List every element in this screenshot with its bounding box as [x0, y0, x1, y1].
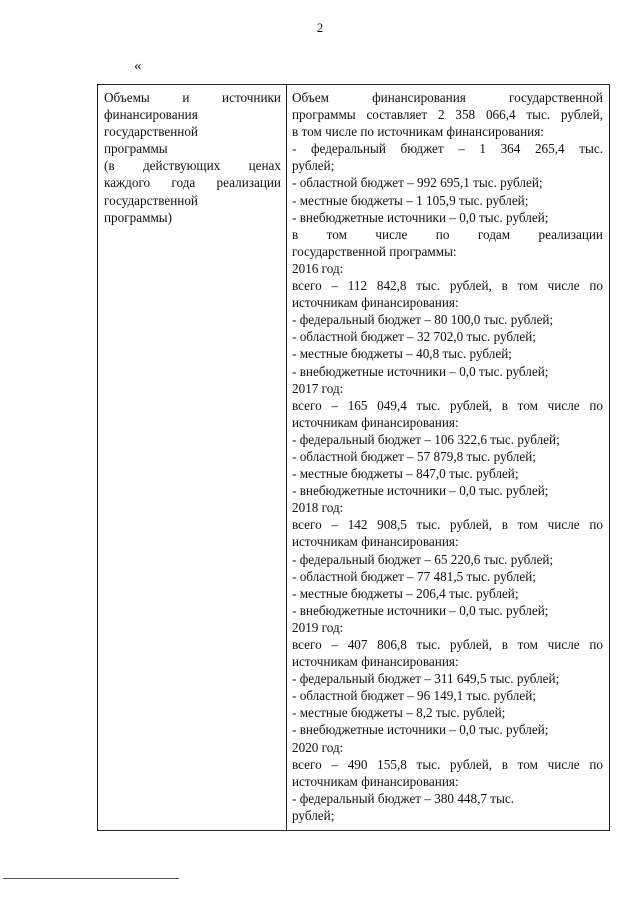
content-text-line: программы составляет 2 358 066,4 тыс. рублей,: [292, 107, 603, 123]
content-text-line: - местные бюджеты – 40,8 тыс. рублей;: [292, 346, 512, 362]
content-text-line: рублей;: [292, 807, 335, 823]
table-cell-label: [98, 85, 287, 830]
content-text-line: - внебюджетные источники – 0,0 тыс. рублей;: [292, 722, 549, 738]
label-text-line: Объемы и источники: [104, 90, 281, 105]
content-text-line: 2016 год:: [292, 260, 344, 276]
content-text-line: - местные бюджеты – 206,4 тыс. рублей;: [292, 585, 519, 601]
label-text-line: государственной: [104, 192, 198, 208]
content-text-line: - внебюджетные источники – 0,0 тыс. рублей;: [292, 363, 549, 379]
content-text-line: источникам финансирования:: [292, 534, 459, 550]
content-text-line: всего – 490 155,8 тыс. рублей, в том числе по: [292, 756, 603, 772]
label-text-line: государственной: [104, 124, 198, 140]
content-text-line: - внебюджетные источники – 0,0 тыс. рублей;: [292, 483, 549, 499]
content-text-line: - областной бюджет – 57 879,8 тыс. рублей;: [292, 448, 536, 464]
page-number: 2: [316, 20, 324, 35]
content-text-line: - местные бюджеты – 1 105,9 тыс. рублей;: [292, 192, 529, 208]
content-text-line: - областной бюджет – 96 149,1 тыс. рублей;: [292, 688, 536, 704]
content-text-line: 2019 год:: [292, 619, 344, 635]
content-text-line: источникам финансирования:: [292, 295, 459, 311]
content-text-line: 2018 год:: [292, 500, 344, 516]
content-text-line: - областной бюджет – 77 481,5 тыс. рублей;: [292, 568, 536, 584]
content-text-line: - федеральный бюджет – 1 364 265,4 тыс.: [292, 141, 603, 157]
content-text-line: 2017 год:: [292, 380, 344, 396]
footer-rule: [3, 878, 179, 879]
label-text-line: каждого года реализации: [104, 175, 281, 191]
content-text-line: - областной бюджет – 32 702,0 тыс. рублей;: [292, 329, 536, 345]
content-text-line: Объем финансирования государственной: [292, 90, 603, 105]
content-text-line: в том числе по источникам финансирования:: [292, 124, 544, 140]
label-text-line: программы: [104, 141, 168, 157]
content-text-line: - внебюджетные источники – 0,0 тыс. рублей;: [292, 602, 549, 618]
content-text-line: государственной программы:: [292, 243, 457, 259]
content-text-line: источникам финансирования:: [292, 414, 459, 430]
content-text-line: рублей;: [292, 158, 335, 174]
content-text-line: - федеральный бюджет – 80 100,0 тыс. рублей;: [292, 312, 554, 328]
content-text-line: - местные бюджеты – 847,0 тыс. рублей;: [292, 466, 519, 482]
table-cell-content: [287, 85, 609, 830]
label-text-line: (в действующих ценах: [104, 158, 281, 174]
content-text-line: в том числе по годам реализации: [292, 226, 603, 242]
content-text-line: - федеральный бюджет – 65 220,6 тыс. рублей;: [292, 551, 554, 567]
content-text-line: всего – 142 908,5 тыс. рублей, в том числе по: [292, 517, 603, 533]
label-text-line: программы): [104, 209, 173, 225]
content-text-line: - федеральный бюджет – 380 448,7 тыс.: [292, 790, 515, 806]
content-text-line: 2020 год:: [292, 739, 344, 755]
content-text-line: - местные бюджеты – 8,2 тыс. рублей;: [292, 705, 506, 721]
program-financing-table: [97, 84, 610, 831]
content-text-line: источникам финансирования:: [292, 773, 459, 789]
content-text-line: - федеральный бюджет – 311 649,5 тыс. рублей;: [292, 671, 560, 687]
content-text-line: - федеральный бюджет – 106 322,6 тыс. рублей;: [292, 431, 560, 447]
content-text-line: всего – 112 842,8 тыс. рублей, в том числе по: [292, 278, 603, 294]
content-text-line: - внебюджетные источники – 0,0 тыс. рублей;: [292, 209, 549, 225]
content-text-line: всего – 407 806,8 тыс. рублей, в том числе по: [292, 637, 603, 652]
opening-quote-mark: «: [134, 58, 142, 74]
content-text-line: источникам финансирования:: [292, 654, 459, 670]
content-text-line: всего – 165 049,4 тыс. рублей, в том числе по: [292, 397, 603, 413]
content-text-line: - областной бюджет – 992 695,1 тыс. рублей;: [292, 175, 543, 191]
label-text-line: финансирования: [104, 107, 198, 123]
